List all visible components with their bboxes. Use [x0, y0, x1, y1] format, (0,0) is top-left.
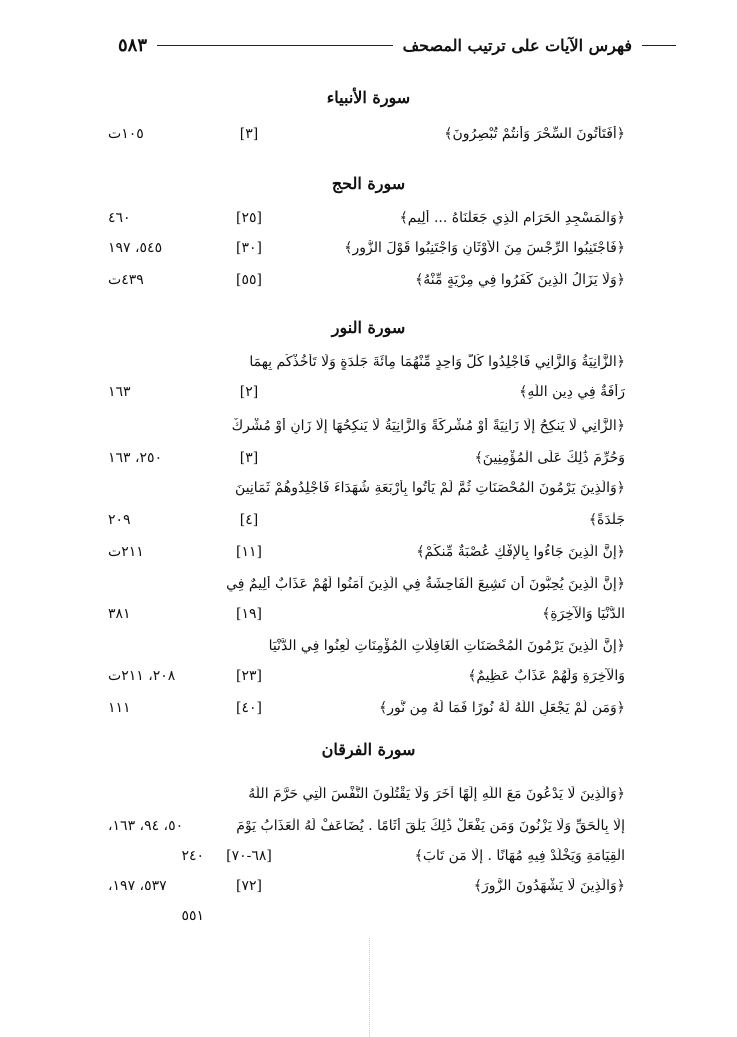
verse-reference: [٤]	[239, 512, 259, 528]
verse-line: الدُّنْيَا وَالْآخِرَةِ﴾	[542, 606, 625, 622]
page-references-continued: ٥٥١	[181, 908, 204, 924]
verse-reference: [٣]	[239, 450, 259, 466]
verse-line: ﴿وَالَّذِينَ لَا يَشْهَدُونَ الزُّورَ﴾	[473, 878, 625, 894]
verse-reference: [٣]	[239, 126, 259, 142]
verse-line: وَحُرِّمَ ذَٰلِكَ عَلَى الْمُؤْمِنِينَ﴾	[474, 450, 625, 466]
page-references: ١٦٣	[108, 384, 131, 400]
page-references: ٥٣٧، ١٩٧،	[108, 878, 167, 894]
verse-line: ﴿إِنَّ الَّذِينَ جَاءُوا بِالْإِفْكِ عُصْبَةٌ مِّنكُمْ﴾	[416, 544, 625, 560]
verse-reference: [٢٣]	[236, 668, 262, 684]
surah-title-nur: سورة النور	[331, 318, 406, 337]
verse-line: إِلَّا بِالْحَقِّ وَلَا يَزْنُونَ وَمَن يَفْعَلْ ذَٰلِكَ يَلْقَ أَثَامًا . يُضَاعَفْ لَهُ الْعَذَابُ يَوْمَ	[236, 818, 625, 834]
verse-line: ﴿الزَّانِي لَا يَنكِحُ إِلَّا زَانِيَةً أَوْ مُشْرِكَةً وَالزَّانِيَةُ لَا يَنكِحُهَا إِلَّا زَانٍ أَوْ مُشْرِكٌ	[231, 418, 625, 434]
page-references: ٢١١ت	[108, 544, 144, 560]
verse-reference: [٦٨-٧٠]	[226, 848, 272, 864]
surah-title-anbiya: سورة الأنبياء	[326, 88, 411, 107]
verse-reference: [١٩]	[236, 606, 262, 622]
verse-reference: [٢]	[239, 384, 259, 400]
page-references: ٥٠، ٩٤، ١٦٣،	[108, 818, 184, 834]
page-references: ٢٥٠، ١٦٣	[108, 450, 163, 466]
verse-reference: [١١]	[236, 544, 262, 560]
verse-line: ﴿وَمَن لَّمْ يَجْعَلِ اللَّهُ لَهُ نُورًا فَمَا لَهُ مِن نُّورٍ﴾	[379, 700, 625, 716]
verse-reference: [٤٠]	[236, 700, 262, 716]
header-rule-right	[642, 45, 676, 46]
page-references: ٢٠٩	[108, 512, 131, 528]
running-header	[118, 30, 676, 60]
page-references-continued: ٢٤٠	[181, 848, 204, 864]
verse-line: ﴿أَفَتَأْتُونَ السِّحْرَ وَأَنتُمْ تُبْصِرُونَ﴾	[444, 126, 625, 142]
header-title: فهرس الآيات على ترتيب المصحف	[402, 35, 632, 55]
verse-line: رَأْفَةٌ فِي دِينِ اللَّهِ﴾	[519, 384, 625, 400]
scan-fold-line	[369, 938, 370, 1037]
verse-reference: [٣٠]	[236, 240, 262, 256]
verse-reference: [٥٥]	[236, 272, 262, 288]
verse-line: وَالْآخِرَةِ وَلَهُمْ عَذَابٌ عَظِيمٌ﴾	[468, 668, 625, 684]
page-references: ٤٣٩ت	[108, 272, 144, 288]
surah-title-hajj: سورة الحج	[331, 174, 406, 193]
verse-line: جَلْدَةً﴾	[588, 512, 625, 528]
verse-line: الْقِيَامَةِ وَيَخْلُدْ فِيهِ مُهَانًا . إِلَّا مَن تَابَ﴾	[414, 848, 625, 864]
page-references: ٤٦٠	[108, 210, 131, 226]
verse-line: ﴿إِنَّ الَّذِينَ يَرْمُونَ الْمُحْصَنَاتِ الْغَافِلَاتِ الْمُؤْمِنَاتِ لُعِنُوا فِي الدُّنْيَا	[268, 638, 625, 654]
page-references: ١١١	[108, 700, 131, 716]
page-references: ٢٠٨، ٢١١ت	[108, 668, 176, 684]
verse-line: ﴿وَالْمَسْجِدِ الْحَرَامِ الَّذِي جَعَلْنَاهُ ... أَلِيمٍ﴾	[399, 210, 625, 226]
surah-title-furqan: سورة الفرقان	[321, 740, 416, 759]
verse-line: ﴿فَاجْتَنِبُوا الرِّجْسَ مِنَ الْأَوْثَانِ وَاجْتَنِبُوا قَوْلَ الزُّورِ﴾	[344, 240, 625, 256]
header-rule-middle	[157, 45, 393, 46]
verse-reference: [٢٥]	[236, 210, 262, 226]
page-references: ٣٨١	[108, 606, 131, 622]
verse-line: ﴿وَلَا يَزَالُ الَّذِينَ كَفَرُوا فِي مِرْيَةٍ مِّنْهُ﴾	[415, 272, 625, 288]
page-number: ٥٨٣	[118, 34, 148, 56]
verse-reference: [٧٢]	[236, 878, 262, 894]
page-references: ٥٤٥، ١٩٧	[108, 240, 163, 256]
verse-line: ﴿وَالَّذِينَ يَرْمُونَ الْمُحْصَنَاتِ ثُمَّ لَمْ يَأْتُوا بِأَرْبَعَةِ شُهَدَاءَ فَاجْلِدُوهُمْ ثَمَانِينَ	[235, 480, 625, 496]
verse-line: ﴿الزَّانِيَةُ وَالزَّانِي فَاجْلِدُوا كُلَّ وَاحِدٍ مِّنْهُمَا مِائَةَ جَلْدَةٍ وَلَا تَأْخُذْكُم بِهِمَا	[249, 354, 625, 370]
verse-line: ﴿وَالَّذِينَ لَا يَدْعُونَ مَعَ اللَّهِ إِلَٰهًا آخَرَ وَلَا يَقْتُلُونَ النَّفْسَ الَّتِي حَرَّمَ اللَّهُ	[248, 786, 625, 802]
verse-line: ﴿إِنَّ الَّذِينَ يُحِبُّونَ أَن تَشِيعَ الْفَاحِشَةُ فِي الَّذِينَ آمَنُوا لَهُمْ عَذَابٌ أَلِيمٌ فِي	[226, 576, 625, 592]
page-references: ١٠٥ت	[108, 126, 144, 142]
